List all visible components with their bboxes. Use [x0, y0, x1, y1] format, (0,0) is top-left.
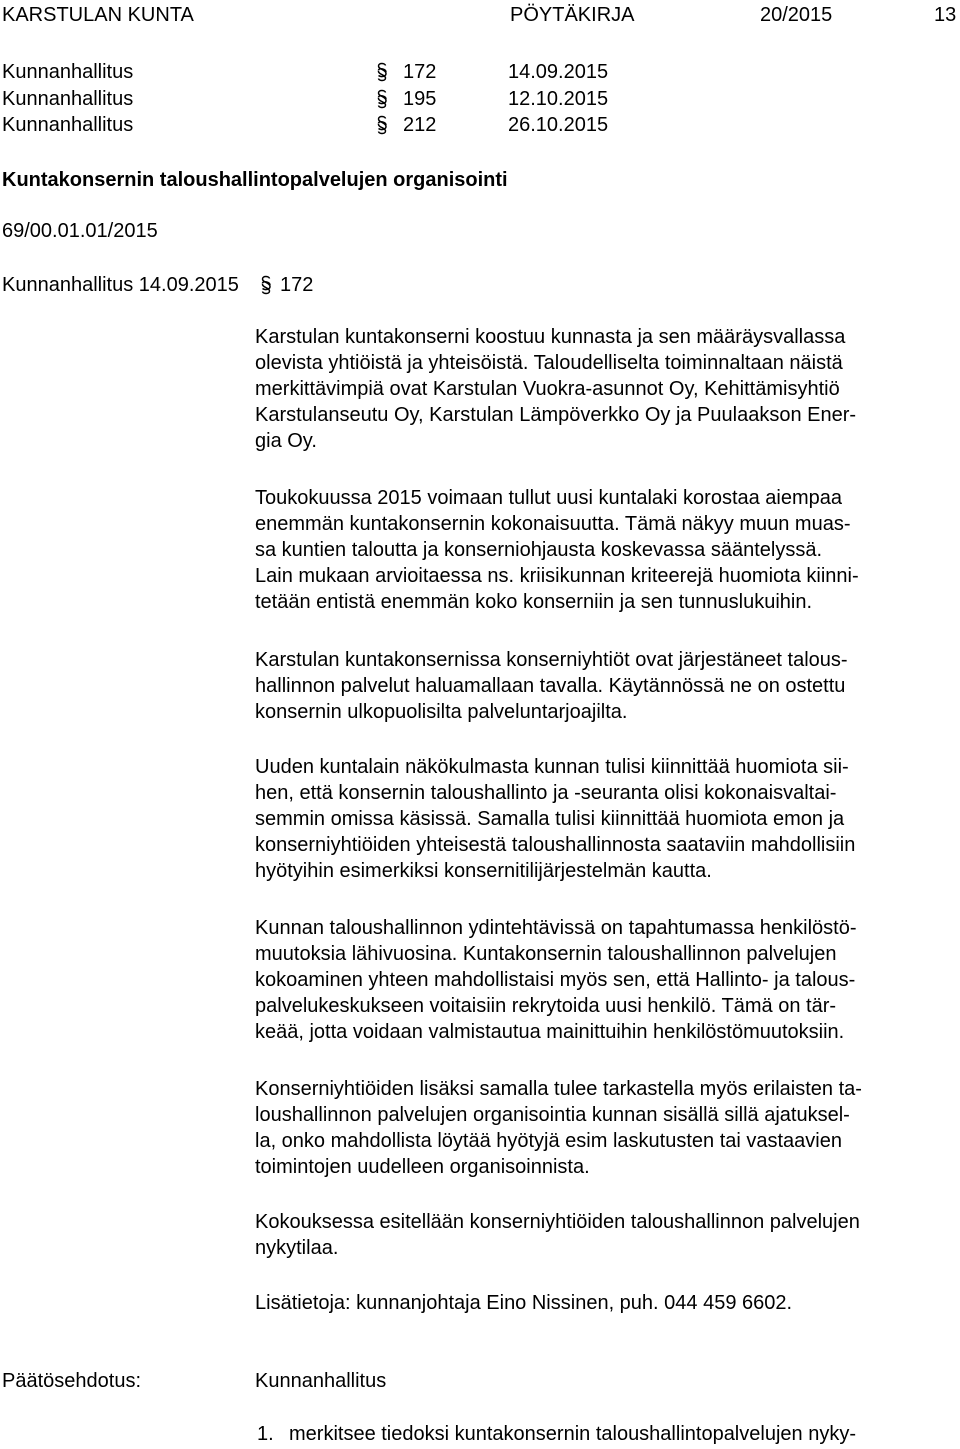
meeting-ref-body-date: Kunnanhallitus 14.09.2015 — [2, 274, 239, 296]
paragraph-line: merkittävimpiä ovat Karstulan Vuokra-asunnot Oy, Kehittämisyhtiö — [255, 378, 840, 400]
proposal-item-number: 1. — [257, 1423, 274, 1445]
paragraph-line: muutoksia lähivuosina. Kuntakonsernin taloushallinnon palvelujen — [255, 943, 837, 965]
section-icon — [375, 87, 395, 111]
paragraph-intro — [255, 324, 955, 454]
paragraph-line: toimintojen uudelleen organisoinnista. — [255, 1156, 590, 1178]
paragraph-line: palvelukeskukseen voitaisiin rekrytoida uusi henkilö. Tämä on tär- — [255, 995, 837, 1017]
paragraph-new-law-perspective — [255, 754, 955, 884]
paragraph-line: konserniyhtiöiden yhteisestä taloushallinnosta saataviin mahdollisiin — [255, 834, 856, 856]
section-icon — [375, 113, 395, 137]
meeting-date: 14.09.2015 — [508, 61, 609, 83]
paragraph-line: olevista yhtiöistä ja yhteisöistä. Taloudelliselta toiminnaltaan näistä — [255, 352, 843, 374]
paragraph-line: Kokouksessa esitellään konserniyhtiöiden taloushallinnon palvelujen — [255, 1211, 860, 1233]
proposal-body: Kunnanhallitus — [255, 1370, 387, 1392]
meeting-section: 195 — [403, 88, 437, 110]
paragraph-subsidiaries — [255, 647, 955, 725]
paragraph-line: hyötyihin esimerkiksi konsernitilijärjestelmän kautta. — [255, 860, 712, 882]
paragraph-line: Toukokuussa 2015 voimaan tullut uusi kuntalaki korostaa aiempaa — [255, 487, 843, 509]
paragraph-line: kokoaminen yhteen mahdollistaisi myös sen, että Hallinto- ja talous- — [255, 969, 856, 991]
paragraph-line: sa kuntien taloutta ja konserniohjausta koskevassa sääntelyssä. — [255, 539, 823, 561]
meeting-body: Kunnanhallitus — [2, 114, 134, 136]
paragraph-municipal-law — [255, 485, 955, 615]
paragraph-line: konsernin ulkopuolisilta palveluntarjoajilta. — [255, 701, 628, 723]
paragraph-line: hallinnon palvelut haluamallaan tavalla. Käytännössä ne on ostettu — [255, 675, 846, 697]
meeting-ref-section: 172 — [280, 274, 314, 296]
meeting-date: 12.10.2015 — [508, 88, 609, 110]
paragraph-internal-organisation — [255, 1076, 955, 1180]
paragraph-meeting-presentation — [255, 1209, 955, 1261]
meeting-body: Kunnanhallitus — [2, 88, 134, 110]
paragraph-line: Karstulan kuntakonsernissa konserniyhtiöt ovat järjestäneet talous- — [255, 649, 848, 671]
header-doc-type: PÖYTÄKIRJA — [510, 4, 635, 26]
paragraph-line: Konserniyhtiöiden lisäksi samalla tulee tarkastella myös erilaisten ta- — [255, 1078, 862, 1100]
document-title: Kuntakonsernin taloushallintopalvelujen organisointi — [2, 169, 508, 191]
paragraph-line: semmin omissa käsissä. Samalla tulisi kiinnittää huomiota emon ja — [255, 808, 845, 830]
paragraph-line: loushallinnon palvelujen organisointia kunnan sisällä sillä ajatuksel- — [255, 1104, 850, 1126]
header-doc-number: 20/2015 — [760, 4, 833, 26]
paragraph-contact-info — [255, 1290, 955, 1316]
meeting-body: Kunnanhallitus — [2, 61, 134, 83]
meeting-section: 172 — [403, 61, 437, 83]
paragraph-line: gia Oy. — [255, 430, 317, 452]
paragraph-line: Kunnan taloushallinnon ydintehtävissä on tapahtumassa henkilöstö- — [255, 917, 857, 939]
meeting-section: 212 — [403, 114, 437, 136]
record-id: 69/00.01.01/2015 — [2, 220, 158, 242]
header-municipality: KARSTULAN KUNTA — [2, 4, 194, 26]
paragraph-line: Karstulanseutu Oy, Karstulan Lämpöverkko Oy ja Puulaakson Ener- — [255, 404, 857, 426]
paragraph-line: hen, että konsernin taloushallinto ja -seuranta olisi kokonaisvaltai- — [255, 782, 837, 804]
proposal-label: Päätösehdotus: — [2, 1370, 141, 1392]
paragraph-line: enemmän kuntakonsernin kokonaisuutta. Tämä näkyy muun muas- — [255, 513, 851, 535]
paragraph-line: Lain mukaan arvioitaessa ns. kriisikunnan kriteerejä huomiota kiinni- — [255, 565, 859, 587]
proposal-item-text: merkitsee tiedoksi kuntakonsernin taloushallintopalvelujen nyky- — [289, 1423, 856, 1445]
paragraph-staff-changes — [255, 915, 955, 1045]
paragraph-line: Karstulan kuntakonserni koostuu kunnasta ja sen määräysvallassa — [255, 326, 846, 348]
meeting-date: 26.10.2015 — [508, 114, 609, 136]
section-icon — [375, 60, 395, 84]
section-icon — [259, 273, 279, 297]
paragraph-line: keää, jotta voidaan valmistautua mainittuihin henkilöstömuutoksiin. — [255, 1021, 845, 1043]
paragraph-line: la, onko mahdollista löytää hyötyjä esim laskutusten tai vastaavien — [255, 1130, 842, 1152]
paragraph-line: Lisätietoja: kunnanjohtaja Eino Nissinen, puh. 044 459 6602. — [255, 1292, 793, 1314]
paragraph-line: tetään entistä enemmän koko konserniin ja sen tunnuslukuihin. — [255, 591, 813, 613]
header-page-number: 13 — [934, 4, 957, 26]
paragraph-line: Uuden kuntalain näkökulmasta kunnan tulisi kiinnittää huomiota sii- — [255, 756, 849, 778]
paragraph-line: nykytilaa. — [255, 1237, 339, 1259]
